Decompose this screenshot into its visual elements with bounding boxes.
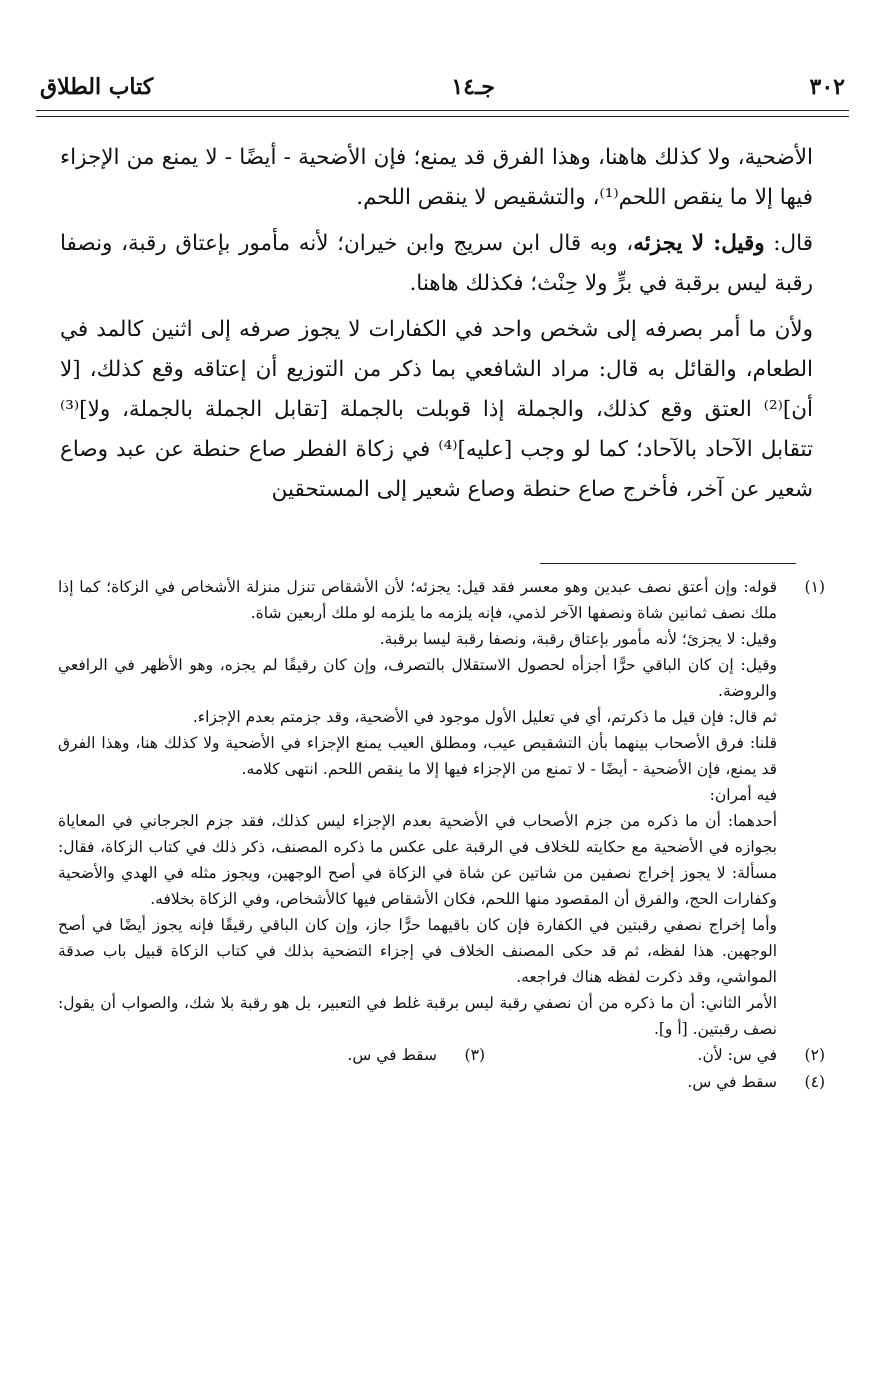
footnote-1-line: قلنا: فرق الأصحاب بينهما بأن التشقيص عيب، ومطلق العيب يمنع الإجزاء في الأضحية ولا كذلك هنا، وهذا الفرق قد يمنع، فإن الأضحية - أيضًا - لا تمنع من الإجزاء فيها إلا ما ينقص اللحم. انتهى كلامه. xyxy=(58,734,777,778)
footnote-row-4 xyxy=(58,1069,825,1096)
footnote-1-number: (١) xyxy=(804,578,825,596)
footnote-1-line: وقيل: إن كان الباقي حرًّا أجزأه لحصول الاستقلال بالتصرف، وإن كان رقيقًا لم يجزه، وهو الأظهر في الرافعي والروضة. xyxy=(58,656,777,700)
running-header xyxy=(38,68,847,108)
footnote-1-line: أحدهما: أن ما ذكره من جزم الأصحاب في الأضحية بعدم الإجزاء ليس كذلك، فقد جزم الجرجاني في المعاياة بجوازه في الأضحية مع حكايته للخلاف في الرقبة على عكس ما ذكره المصنف، ذكر ذلك في كتاب الزكاة، فقال: مسألة: لا يجوز إخراج نصفين من شاتين عن شاة في الزكاة في أصح الوجهين، ويجوز مثله في الهدي والأضحية وكفارات الحج، والفرق أن المقصود منها اللحم، فكان الأشقاص فيها كالأشخاص، وفي الزكاة بخلافه. xyxy=(58,812,777,908)
footnote-1-line: قوله: وإن أعتق نصف عبدين وهو معسر فقد قيل: يجزئه؛ لأن الأشقاص تنزل منزلة الأشخاص في الزكاة؛ كما إذا ملك نصف ثمانين شاة ونصفها الآخر لذمي، فإنه يلزمه ما يلزمه لو ملك أربعين شاة. xyxy=(58,578,777,622)
footnote-1 xyxy=(58,574,825,1042)
main-paragraph-1: الأضحية، ولا كذلك هاهنا، وهذا الفرق قد يمنع؛ فإن الأضحية - أيضًا - لا يمنع من الإجزاء فيها إلا ما ينقص اللحم⁽¹⁾، والتشقيص لا ينقص اللحم. xyxy=(60,145,813,210)
header-rule-thick xyxy=(36,110,849,111)
volume-number: جـ١٤ xyxy=(451,74,495,100)
footnote-4-text: سقط في س. xyxy=(687,1073,777,1091)
footnote-2-number: (٢) xyxy=(804,1046,825,1064)
footnote-2 xyxy=(698,1042,825,1068)
footnote-1-line: الأمر الثاني: أن ما ذكره من أن نصفي رقبة ليس برقبة غلط في التعبير، بل هو رقبة بلا شك، والصواب أن يقول: نصف رقبتين. [أ و]. xyxy=(58,994,777,1038)
footnotes xyxy=(58,574,825,1096)
header-rule-thin xyxy=(36,116,849,117)
main-paragraph-3: ولأن ما أمر بصرفه إلى شخص واحد في الكفارات لا يجوز صرفه إلى اثنين كالمد في الطعام، والقائل به قال: مراد الشافعي بما ذكر من التوزيع أن إعتاقه وقع كذلك، [لا أن]⁽²⁾ العتق وقع كذلك، والجملة إذا قوبلت بالجملة [تقابل الجملة بالجملة، ولا]⁽³⁾ تتقابل الآحاد بالآحاد؛ كما لو وجب [عليه]⁽⁴⁾ في زكاة الفطر صاع حنطة عن عبد وصاع شعير عن آخر، فأخرج صاع حنطة وصاع شعير إلى المستحقين xyxy=(60,317,813,502)
p2-rest: ، وبه قال ابن سريج وابن خيران؛ لأنه مأمور بإعتاق رقبة، ونصفا رقبة ليس برقبة في برٍّ ولا حِنْث؛ فكذلك هاهنا. xyxy=(60,231,813,296)
p2-bold-quote: وقيل: لا يجزئه xyxy=(633,231,765,256)
main-paragraph-2 xyxy=(60,224,813,304)
page-number: ٣٠٢ xyxy=(809,74,845,100)
footnote-separator xyxy=(540,563,796,564)
footnote-3-number: (٣) xyxy=(464,1046,485,1064)
footnote-3 xyxy=(347,1042,485,1068)
footnote-1-line: ثم قال: فإن قيل ما ذكرتم، أي في تعليل الأول موجود في الأضحية، وقد جزمتم بعدم الإجزاء. xyxy=(192,708,777,726)
book-title: كتاب الطلاق xyxy=(40,74,154,100)
footnote-row-2-3 xyxy=(58,1042,825,1069)
footnote-1-line: فيه أمران: xyxy=(709,786,777,804)
footnote-4 xyxy=(687,1069,825,1095)
main-text xyxy=(60,138,813,510)
footnote-1-line: وقيل: لا يجزئ؛ لأنه مأمور بإعتاق رقبة، ونصفا رقبة ليسا برقبة. xyxy=(379,630,777,648)
footnote-2-text: في س: لأن. xyxy=(697,1046,777,1064)
p2-prefix: قال: xyxy=(773,231,813,256)
footnote-3-text: سقط في س. xyxy=(347,1046,437,1064)
footnote-1-line: وأما إخراج نصفي رقبتين في الكفارة فإن كان باقيهما حرًّا جاز، وإن كان الباقي رقيقًا فإنه يجوز أيضًا في أصح الوجهين. هذا لفظه، ثم قد حكى المصنف الخلاف في إجزاء التضحية بذلك في كتاب الزكاة قبيل باب صدقة المواشي، وقد ذكرت لفظه هناك فراجعه. xyxy=(58,916,777,986)
footnote-4-number: (٤) xyxy=(804,1073,825,1091)
